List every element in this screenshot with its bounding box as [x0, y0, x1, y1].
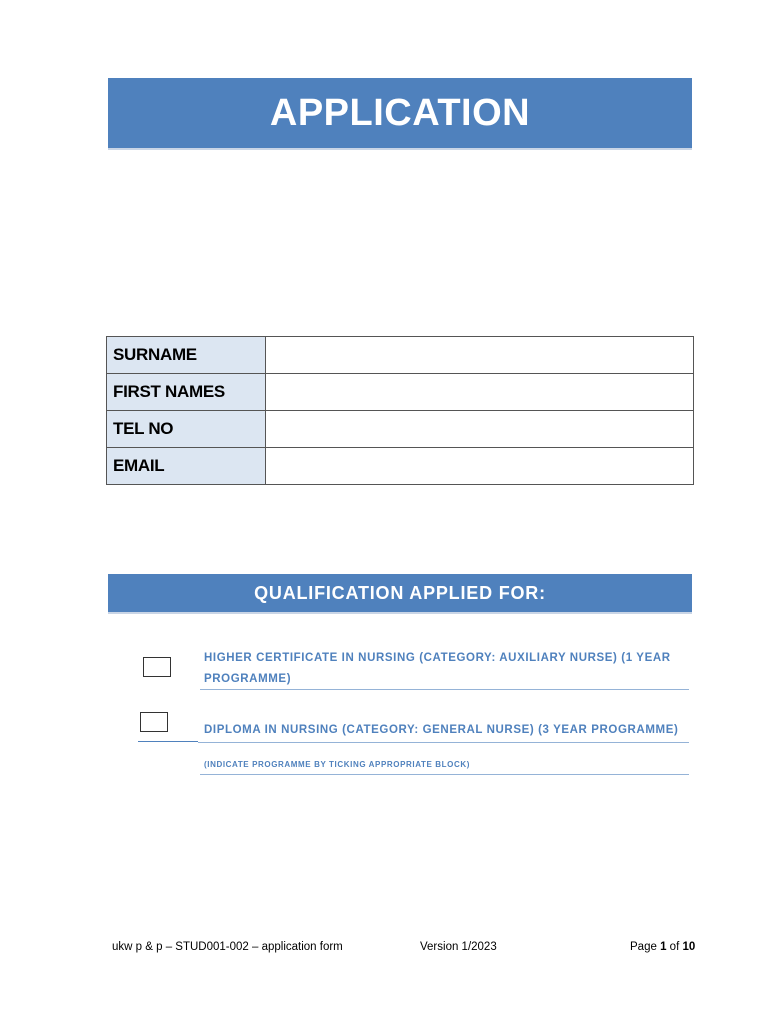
page-of: of [669, 941, 680, 953]
surname-field[interactable] [266, 337, 694, 374]
table-row-first-names [107, 374, 694, 411]
diploma-checkbox[interactable] [140, 712, 168, 732]
page-total: 10 [682, 941, 696, 953]
higher-certificate-option-label: HIGHER CERTIFICATE IN NURSING (CATEGORY: AUXILIARY NURSE) (1 YEAR PROGRAMME) [204, 652, 671, 685]
option-divider [200, 689, 689, 690]
table-row-email [107, 448, 694, 485]
page-title: APPLICATION [269, 91, 531, 134]
option-divider [198, 742, 689, 743]
table-row-surname [107, 337, 694, 374]
first-names-field[interactable] [266, 374, 694, 411]
email-label: EMAIL [107, 448, 266, 485]
footer-version: Version 1/2023 [420, 941, 497, 953]
tel-no-label: TEL NO [107, 411, 266, 448]
footer-page-number [630, 941, 695, 953]
note-divider [200, 774, 689, 775]
surname-label: SURNAME [107, 337, 266, 374]
qualification-heading: QUALIFICATION APPLIED FOR: [254, 582, 546, 603]
qualification-banner [108, 574, 692, 614]
email-field[interactable] [266, 448, 694, 485]
higher-certificate-checkbox[interactable] [143, 657, 171, 677]
footer-document-ref: ukw p & p – STUD001-002 – application form [112, 941, 343, 953]
tel-no-field[interactable] [266, 411, 694, 448]
checkbox-underline [138, 741, 198, 742]
applicant-details-table [106, 336, 694, 485]
first-names-label: FIRST NAMES [107, 374, 266, 411]
instruction-note: (INDICATE PROGRAMME BY TICKING APPROPRIATE BLOCK) [204, 760, 470, 769]
page-current: 1 [660, 941, 667, 953]
page-prefix: Page [630, 941, 657, 953]
table-row-tel-no [107, 411, 694, 448]
title-banner [108, 78, 692, 150]
diploma-option-label: DIPLOMA IN NURSING (CATEGORY: GENERAL NURSE) (3 YEAR PROGRAMME) [204, 724, 679, 736]
